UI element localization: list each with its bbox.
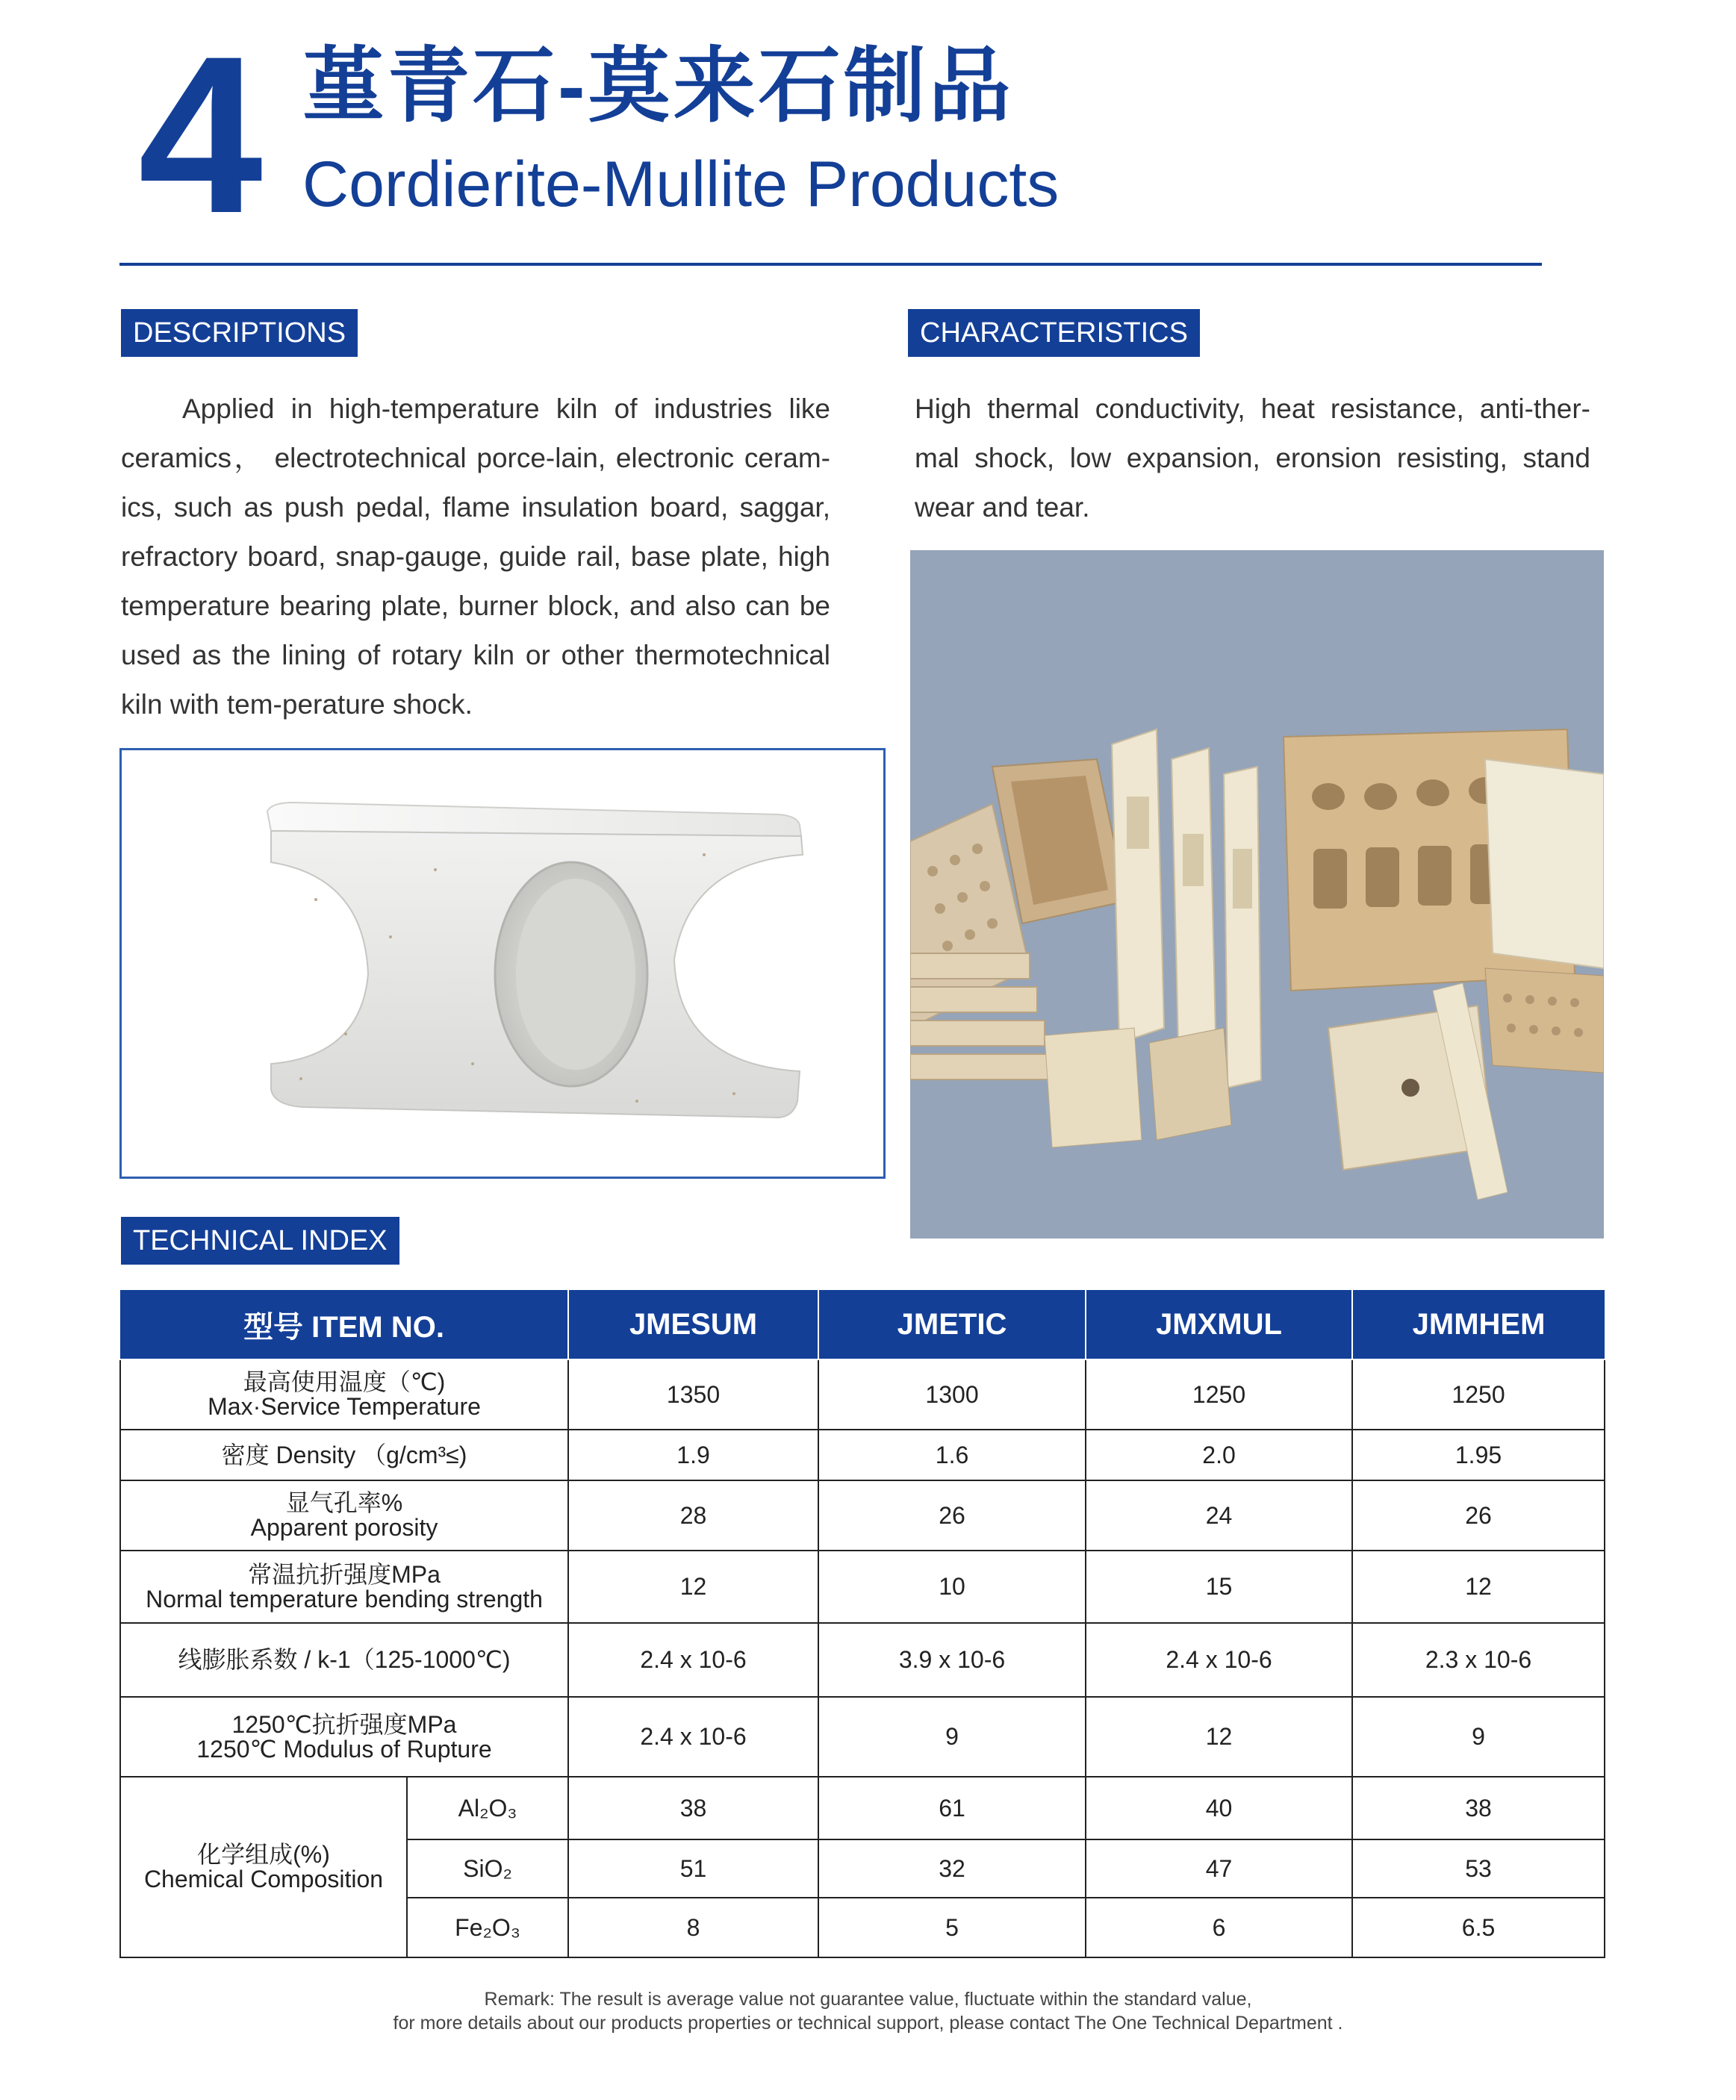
remark-line-2: for more details about our products properties or technical support, please contact The One Technical Department . <box>393 2013 1343 2034</box>
row-label <box>120 1697 568 1777</box>
table-cell: 1.95 <box>1352 1430 1605 1480</box>
row-label-en: Chemical Composition <box>143 1866 384 1892</box>
table-cell: 51 <box>568 1839 818 1898</box>
table-row <box>120 1480 1605 1551</box>
table-cell: 1.9 <box>568 1430 818 1480</box>
header-jmxmul: JMXMUL <box>1086 1290 1352 1359</box>
table-cell: 28 <box>568 1480 818 1551</box>
table-cell: 1.6 <box>818 1430 1086 1480</box>
row-label-cn: 最高使用温度（℃) <box>243 1368 446 1395</box>
characteristics-tag: CHARACTERISTICS <box>908 309 1200 357</box>
table-cell: 2.4 x 10-6 <box>568 1623 818 1697</box>
descriptions-tag: DESCRIPTIONS <box>121 309 358 357</box>
row-label <box>120 1359 568 1430</box>
table-cell: 8 <box>568 1898 818 1957</box>
table-cell: 26 <box>818 1480 1086 1551</box>
table-cell: 26 <box>1352 1480 1605 1551</box>
table-cell: 2.4 x 10-6 <box>568 1697 818 1777</box>
header-item-no: 型号 ITEM NO. <box>120 1290 568 1359</box>
row-label-cn: 常温抗折强度MPa <box>248 1560 441 1588</box>
table-cell: 1300 <box>818 1359 1086 1430</box>
table-cell: 53 <box>1352 1839 1605 1898</box>
descriptions-text: Applied in high-temperature kiln of industries like ceramics， electrotechnical porce-lain, electronic ceram-ics, such as push pedal, flame insulation board, saggar, refractory board, snap-gauge, guide rail, base plate, high temperature bearing plate, burner block, and also can be used as the lining of rotary kiln or other thermotechnical kiln with tem-perature shock. <box>121 393 830 720</box>
remark-line-1: Remark: The result is average value not guarantee value, fluctuate within the standard value, <box>484 1989 1252 2010</box>
technical-index-tag: TECHNICAL INDEX <box>121 1217 399 1265</box>
row-label <box>120 1623 568 1697</box>
table-cell: 10 <box>818 1551 1086 1623</box>
table-cell: 1350 <box>568 1359 818 1430</box>
row-label-en: Max·Service Temperature <box>208 1393 481 1420</box>
row-label <box>120 1551 568 1623</box>
row-label-en: Normal temperature bending strength <box>146 1585 543 1613</box>
table-row <box>120 1777 1605 1839</box>
table-cell: 5 <box>818 1898 1086 1957</box>
header-jmmhem: JMMHEM <box>1352 1290 1605 1359</box>
row-label-en: Apparent porosity <box>250 1514 438 1541</box>
table-cell: 12 <box>1352 1551 1605 1623</box>
table-cell: 6 <box>1086 1898 1352 1957</box>
block-photo <box>119 748 886 1179</box>
table-cell: 12 <box>1086 1697 1352 1777</box>
products-photo <box>910 550 1604 1238</box>
chem-component-name: Al₂O₃ <box>407 1777 568 1839</box>
table-cell: 40 <box>1086 1777 1352 1839</box>
table-cell: 2.0 <box>1086 1430 1352 1480</box>
row-label-en: 1250℃ Modulus of Rupture <box>196 1735 492 1763</box>
row-label-cn: 密度 Density （g/cm³≤) <box>221 1441 467 1468</box>
table-cell: 9 <box>818 1697 1086 1777</box>
table-cell: 2.4 x 10-6 <box>1086 1623 1352 1697</box>
cordierite-block-image <box>122 750 883 1177</box>
table-cell: 32 <box>818 1839 1086 1898</box>
table-cell: 47 <box>1086 1839 1352 1898</box>
section-number: 4 <box>138 9 258 260</box>
table-cell: 3.9 x 10-6 <box>818 1623 1086 1697</box>
technical-index-table <box>119 1290 1605 1958</box>
table-cell: 2.3 x 10-6 <box>1352 1623 1605 1697</box>
header-jmetic: JMETIC <box>818 1290 1086 1359</box>
characteristics-text: High thermal conductivity, heat resistance, anti-ther-mal shock, low expansion, eronsion resisting, stand wear and tear. <box>915 393 1590 523</box>
table-row <box>120 1623 1605 1697</box>
row-label-cn: 线膨胀系数 / k-1（125-1000℃) <box>178 1646 511 1673</box>
chem-component-name: SiO₂ <box>407 1839 568 1898</box>
table-row <box>120 1430 1605 1480</box>
table-header-row <box>120 1290 1605 1359</box>
table-cell: 9 <box>1352 1697 1605 1777</box>
table-row <box>120 1697 1605 1777</box>
table-cell: 38 <box>1352 1777 1605 1839</box>
table-row <box>120 1551 1605 1623</box>
header-divider <box>119 263 1542 266</box>
table-cell: 12 <box>568 1551 818 1623</box>
table-cell: 15 <box>1086 1551 1352 1623</box>
kiln-furniture-image <box>910 550 1604 1238</box>
table-cell: 6.5 <box>1352 1898 1605 1957</box>
page-title-cn: 堇青石-莫来石制品 <box>302 40 1014 132</box>
remark-note <box>0 1987 1736 2035</box>
table-cell: 24 <box>1086 1480 1352 1551</box>
table-row <box>120 1359 1605 1430</box>
table-cell: 1250 <box>1086 1359 1352 1430</box>
chem-component-name: Fe₂O₃ <box>407 1898 568 1957</box>
page-title-en: Cordierite-Mullite Products <box>302 149 1060 220</box>
row-label <box>120 1480 568 1551</box>
row-label-cn: 显气孔率% <box>285 1489 403 1516</box>
row-label <box>120 1430 568 1480</box>
row-label-cn: 1250℃抗折强度MPa <box>231 1710 457 1738</box>
chem-composition-label <box>120 1777 407 1957</box>
row-label-cn: 化学组成(%) <box>197 1841 330 1868</box>
table-cell: 61 <box>818 1777 1086 1839</box>
table-cell: 38 <box>568 1777 818 1839</box>
table-cell: 1250 <box>1352 1359 1605 1430</box>
header-jmesum: JMESUM <box>568 1290 818 1359</box>
